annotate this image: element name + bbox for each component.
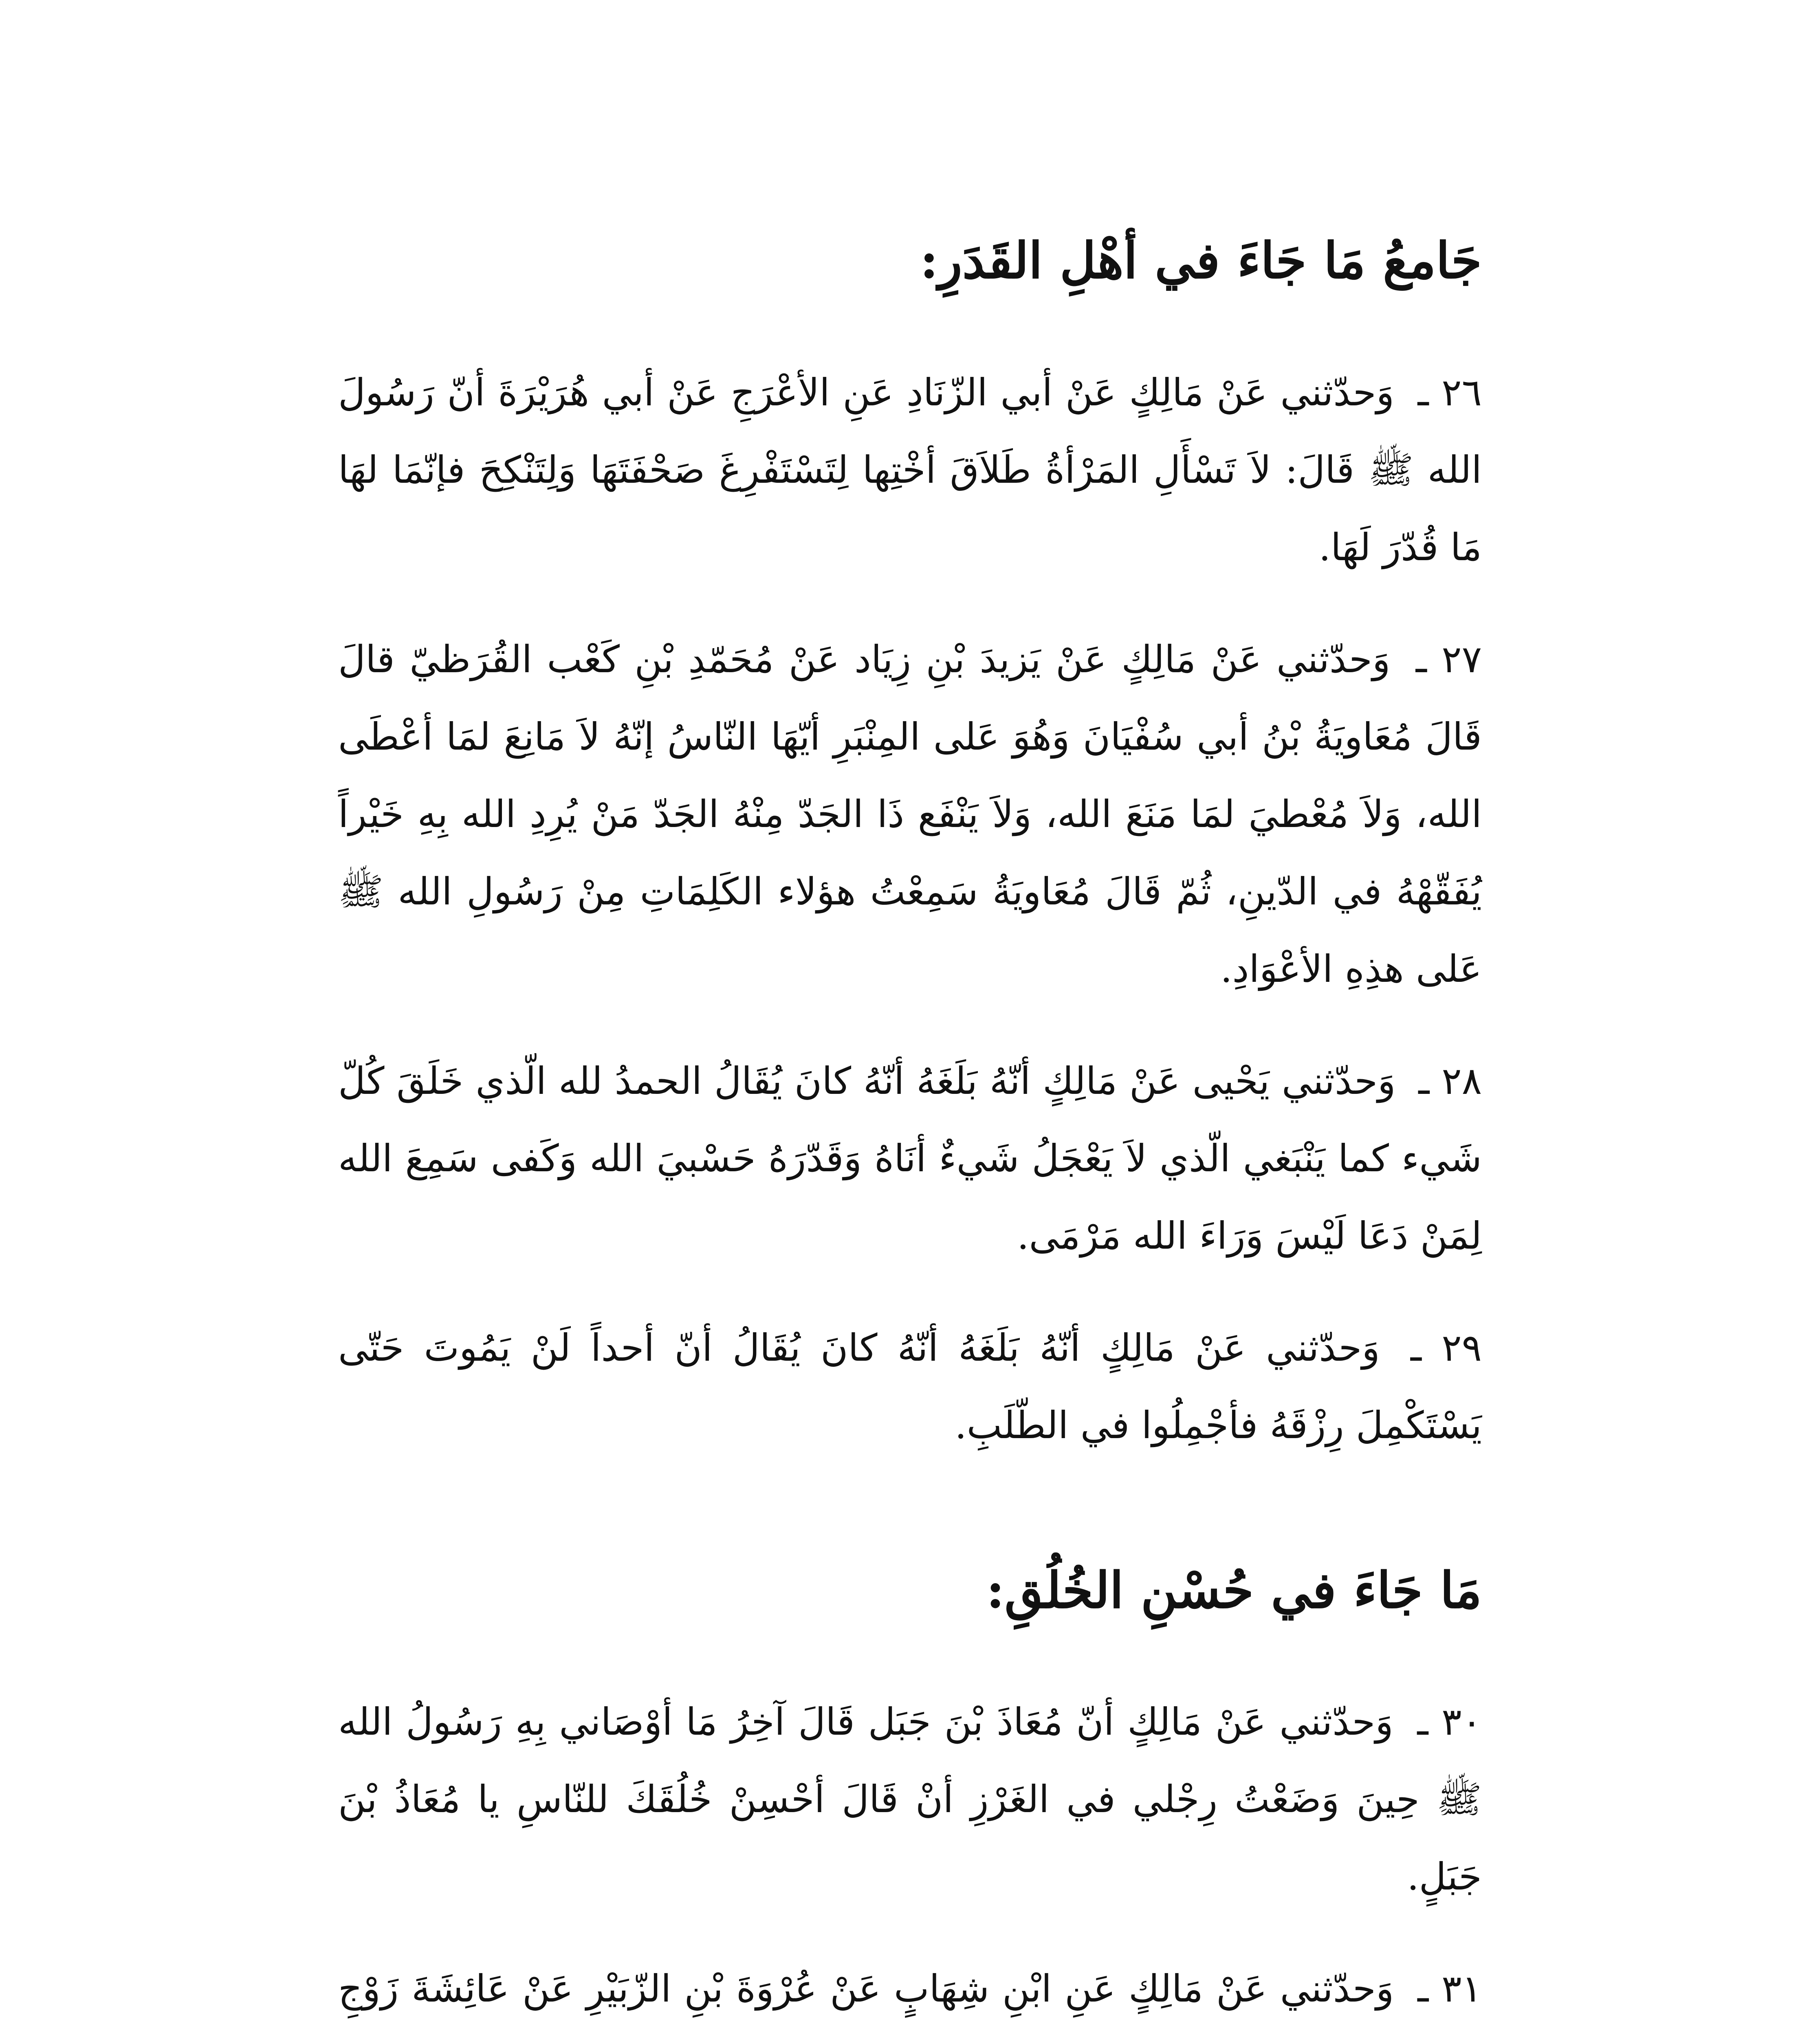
hadith-text: وَحدّثني عَنْ مَالِكٍ أنّ مُعَاذَ بْنَ جَبَل قَالَ آخِرُ مَا أوْصَاني بِهِ رَسُولُ الله ﷺ حِينَ وَضَعْتُ رِجْلي في الغَرْزِ أنْ قَالَ أحْسِنْ خُلُقَكَ للنّاسِ يا مُعَاذُ بْنَ جَبَلٍ. bbox=[338, 1700, 1482, 1899]
hadith-number: ٢٧ ـ bbox=[1415, 637, 1482, 681]
hadith-number: ٢٩ ـ bbox=[1411, 1326, 1482, 1370]
hadith-paragraph-30 bbox=[338, 1683, 1482, 1916]
hadith-number: ٣١ ـ bbox=[1417, 1967, 1482, 2011]
hadith-paragraph-31 bbox=[338, 1950, 1482, 2037]
hadith-number: ٣٠ ـ bbox=[1417, 1700, 1482, 1744]
hadith-paragraph-29 bbox=[338, 1309, 1482, 1464]
page-content bbox=[338, 228, 1482, 2037]
hadith-text: وَحدّثني عَنْ مَالِكٍ أنّهُ بَلَغَهُ أنّهُ كانَ يُقَالُ أنّ أحداً لَنْ يَمُوتَ حَتّى يَسْتَكْمِلَ رِزْقَهُ فأجْمِلُوا في الطّلَبِ. bbox=[338, 1326, 1482, 1447]
hadith-number: ٢٦ ـ bbox=[1417, 370, 1482, 414]
hadith-text: وَحدّثني عَنْ مَالِكٍ عَنْ يَزيدَ بْنِ زِيَاد عَنْ مُحَمّدِ بْنِ كَعْب القُرَظيّ قالَ قَالَ مُعَاويَةُ بْنُ أبي سُفْيَانَ وَهُوَ عَلى المِنْبَرِ أيّهَا النّاسُ إنّهُ لاَ مَانِعَ لمَا أعْطَى الله، وَلاَ مُعْطيَ لمَا مَنَعَ الله، وَلاَ يَنْفَع ذَا الجَدّ مِنْهُ الجَدّ مَنْ يُرِدِ الله بِهِ خَيْراً يُفَقّهْهُ في الدّينِ، ثُمّ قَالَ مُعَاويَةُ سَمِعْتُ هؤلاء الكَلِمَاتِ مِنْ رَسُولِ الله ﷺ عَلى هذِهِ الأعْوَادِ. bbox=[338, 637, 1482, 991]
hadith-paragraph-28 bbox=[338, 1043, 1482, 1275]
section-heading-good-character: مَا جَاءَ في حُسْنِ الخُلُقِ: bbox=[986, 1560, 1482, 1619]
hadith-number: ٢٨ ـ bbox=[1418, 1059, 1482, 1103]
hadith-text: وَحدّثني عَنْ مَالِكٍ عَنِ ابْنِ شِهَابٍ عَنْ عُرْوَةَ بْنِ الزّبَيْرِ عَنْ عَائِشَةَ زَوْجِ bbox=[338, 1967, 1394, 2011]
hadith-text: وَحدّثني يَحْيى عَنْ مَالِكٍ أنّهُ بَلَغَهُ أنّهُ كانَ يُقَالُ الحمدُ لله الّذي خَلَقَ كُلّ شَيء كما يَنْبَغي الّذي لاَ يَعْجَلُ شَيءٌ أنَاهُ وَقَدّرَهُ حَسْبيَ الله وَكَفى سَمِعَ الله لِمَنْ دَعَا لَيْسَ وَرَاءَ الله مَرْمَى. bbox=[338, 1059, 1482, 1258]
hadith-text: وَحدّثني عَنْ مَالِكٍ عَنْ أبي الزّنَادِ عَنِ الأعْرَجِ عَنْ أبي هُرَيْرَةَ أنّ رَسُولَ الله ﷺ قَالَ: لاَ تَسْأَلِ المَرْأةُ طَلاَقَ أخْتِها لِتَسْتَفْرِغَ صَحْفَتَهَا وَلِتَنْكِحَ فإنّمَا لهَا مَا قُدّرَ لَهَا. bbox=[338, 370, 1482, 569]
section-heading-qadar: جَامعُ مَا جَاءَ في أهْلِ القَدَرِ: bbox=[920, 231, 1482, 290]
hadith-paragraph-26 bbox=[338, 354, 1482, 586]
hadith-paragraph-27 bbox=[338, 621, 1482, 1008]
